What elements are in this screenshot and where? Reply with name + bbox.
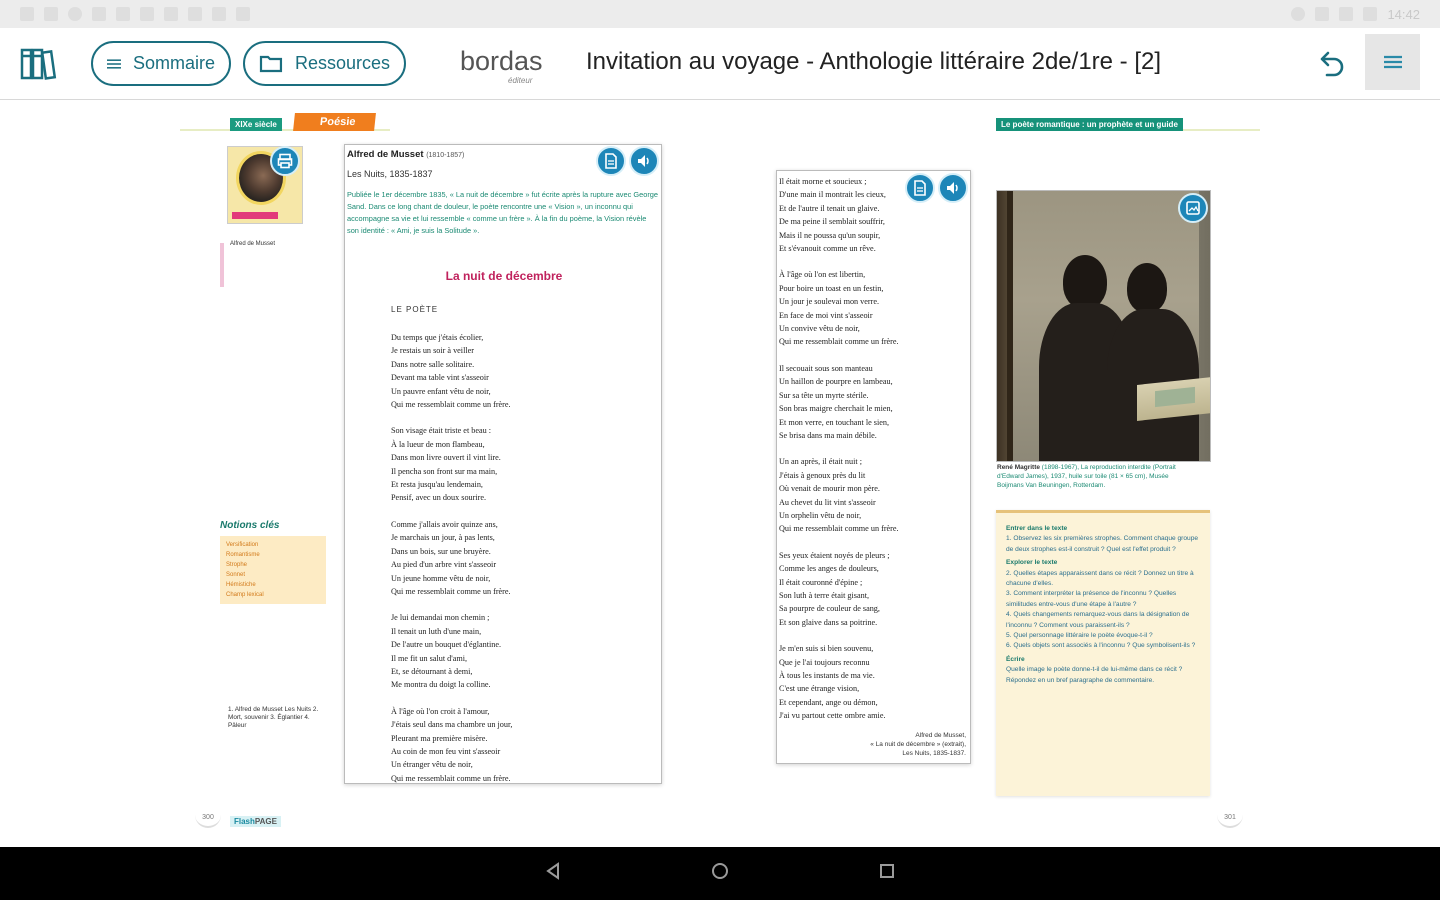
- document-icon: [913, 180, 927, 196]
- speaker-label: LE POÈTE: [391, 305, 439, 314]
- questions-heading: Explorer le texte: [1006, 559, 1058, 567]
- author-dates: (1810-1857): [426, 152, 465, 159]
- undo-icon: [1319, 49, 1345, 79]
- question-item: 3. Comment interpréter la présence de l'inconnu ? Quelles similitudes entre-vous d'une étape à l'autre ?: [1006, 590, 1177, 608]
- bio-author: Alfred de Musset: [230, 241, 276, 247]
- logo-text: bordas: [460, 46, 543, 76]
- speaker-icon: [945, 180, 961, 196]
- notification-icon: [140, 7, 154, 21]
- notification-icon: [44, 7, 58, 21]
- flashpage-suffix: PAGE: [254, 817, 277, 826]
- key-notions-list: [220, 536, 326, 604]
- caption-author: René Magritte: [997, 464, 1040, 471]
- question-item: 1. Observez les six premières strophes. Comment chaque groupe de deux strophes est-il construit ? Quel est l'effet produit ?: [1006, 535, 1199, 553]
- speaker-icon: [636, 153, 652, 169]
- intro-text: Publiée le 1er décembre 1835, « La nuit de décembre » fut écrite après la rupture avec George Sand. Dans ce long chant de douleur, le poète rencontre une « Vision », un inconnu qui accompagne sa vie et lui ressemble « comme un frère ». À la fin du poème, la Vision révèle son identité : « Ami, je suis la Solitude ».: [347, 190, 659, 235]
- stanza: Il était morne et soucieux ; D'une main il montrait les cieux, Et de l'autre il tenait un glaive. De ma peine il semblait souffrir, Mais il ne poussa qu'un soupir, Et s'évanouit comme un rêve.: [779, 177, 886, 254]
- list-icon: [107, 56, 121, 72]
- document-icon: [604, 153, 618, 169]
- system-status-bar: [0, 0, 1440, 28]
- nav-home-button[interactable]: [711, 862, 729, 885]
- painting-mirror: [1007, 191, 1199, 462]
- author-bio-text: [230, 241, 325, 249]
- notification-icon: [68, 7, 82, 21]
- notification-icon: [164, 7, 178, 21]
- menu-button[interactable]: [1365, 34, 1420, 90]
- key-notion-item[interactable]: Versification: [226, 542, 259, 548]
- document-button[interactable]: [905, 173, 935, 203]
- zoom-image-button[interactable]: [1178, 193, 1208, 223]
- bordas-logo: [460, 46, 556, 86]
- text-column-2[interactable]: [776, 170, 971, 764]
- genre-tag: Poésie: [293, 113, 376, 131]
- system-navigation-bar: [0, 847, 1440, 900]
- key-notion-item[interactable]: Sonnet: [226, 572, 246, 578]
- key-notions-box[interactable]: [220, 520, 326, 604]
- home-circle-icon: [711, 862, 729, 880]
- library-button[interactable]: [18, 42, 62, 86]
- document-button[interactable]: [596, 146, 626, 176]
- stanza: Un an après, il était nuit ; J'étais à genoux près du lit Où venait de mourir mon père. Au chevet du lit vint s'asseoir Un orphelin vêtu de noir, Qui me ressemblait comme un frère.: [779, 457, 899, 534]
- footnotes: 1. Alfred de Musset Les Nuits 2. Mort, souvenir 3. Églantier 4. Pâleur: [228, 706, 319, 730]
- stanza: Du temps que j'étais écolier, Je restais un soir à veiller Dans notre salle solitaire. Devant ma table vint s'asseoir Un pauvre enfant vêtu de noir, Qui me ressemblait comme un frère.: [391, 333, 511, 410]
- battery-icon: [1363, 7, 1377, 21]
- question-item: 4. Quels changements remarquez-vous dans la désignation de l'inconnu ? Comment vous paraissent-ils ?: [1006, 611, 1190, 629]
- portrait-label: [232, 212, 278, 219]
- library-icon: [19, 46, 61, 82]
- stanza: Je lui demandai mon chemin ; Il tenait un luth d'une main, De l'autre un bouquet d'églantine. Il me fit un salut d'ami, Et, se détournant à demi, Me montra du doigt la colline.: [391, 613, 502, 690]
- ressources-button[interactable]: [243, 41, 406, 86]
- notification-icons: [20, 7, 250, 21]
- key-notion-item[interactable]: Romantisme: [226, 552, 260, 558]
- page-number-left: 300: [195, 814, 221, 828]
- nav-back-button[interactable]: [545, 862, 561, 885]
- hamburger-icon: [1384, 55, 1402, 69]
- biography-button[interactable]: [270, 146, 300, 176]
- sommaire-button[interactable]: [91, 41, 231, 86]
- notification-icon: [92, 7, 106, 21]
- notification-icon: [212, 7, 226, 21]
- stanza: Comme j'allais avoir quinze ans, Je marchais un jour, à pas lents, Dans un bois, sur une bruyère. Au pied d'un arbre vint s'asseoir Un jeune homme vêtu de noir, Qui me ressemblait comme un frère.: [391, 519, 511, 596]
- ressources-label: Ressources: [294, 53, 390, 73]
- text-column-1[interactable]: [344, 144, 662, 784]
- stanza: Il secouait sous son manteau Un haillon de pourpre en lambeau, Sur sa tête un myrte stérile. Son bras maigre cherchait le mien, Et mon verre, en touchant le sien, Se brisa dans ma main débile.: [779, 363, 893, 440]
- sync-icon: [1291, 7, 1305, 21]
- notification-icon: [20, 7, 34, 21]
- notification-icon: [116, 7, 130, 21]
- wifi-icon: [1339, 7, 1353, 21]
- audio-button[interactable]: [629, 146, 659, 176]
- clock: 14:42: [1387, 6, 1420, 22]
- back-triangle-icon: [545, 862, 561, 880]
- caption-text: (1898-1967), La reproduction interdite (Portrait d'Edward James), 1937, huile sur toile (81 × 65 cm), Musée Boijmans Van Beuningen, Rotterdam.: [997, 464, 1176, 489]
- key-notion-item[interactable]: Strophe: [226, 562, 248, 568]
- system-icons: [1291, 7, 1420, 22]
- back-button[interactable]: [1312, 44, 1352, 84]
- page-number-right: 301: [1217, 814, 1243, 828]
- poem-text: [391, 331, 631, 784]
- stanza: À l'âge où l'on croit à l'amour, J'étais seul dans ma chambre un jour, Pleurant ma première misère. Au coin de mon feu vint s'asseoir Un étranger vêtu de noir, Qui me ressemblait comme un frère.: [391, 706, 513, 783]
- author-name: Alfred de Musset: [347, 149, 424, 160]
- key-notion-item[interactable]: Hémistiche: [226, 582, 256, 588]
- flashpage-prefix: Flash: [234, 817, 255, 826]
- flashpage-badge[interactable]: [230, 816, 281, 827]
- stanza: Ses yeux étaient noyés de pleurs ; Comme les anges de douleurs, Il était couronné d'épine ; Son luth à terre était gisant, Sa pourpre de couleur de sang, Et son glaive dans sa poitrine.: [779, 550, 890, 627]
- stanza: Je m'en suis si bien souvenu, Que je l'ai toujours reconnu À tous les instants de ma vie. C'est une étrange vision, Et cependant, ange ou démon, J'ai vu partout cette ombre amie.: [779, 644, 886, 721]
- logo-subtitle: éditeur: [508, 76, 533, 85]
- theme-tag: Le poète romantique : un prophète et un guide: [996, 118, 1183, 131]
- century-tag: XIXe siècle: [230, 118, 282, 131]
- stanza: Son visage était triste et beau : À la lueur de mon flambeau, Dans mon livre ouvert il vint lire. Il pencha son front sur ma main, Et resta jusqu'au lendemain, Pensif, avec un doux sourire.: [391, 426, 501, 503]
- key-notions-title: Notions clés: [220, 520, 280, 531]
- nav-recents-button[interactable]: [879, 863, 895, 884]
- question-item: 6. Quels objets sont associés à l'inconnu ? Que symbolisent-ils ?: [1006, 642, 1196, 650]
- key-notion-item[interactable]: Champ lexical: [226, 592, 264, 598]
- document-title: Invitation au voyage - Anthologie littéraire 2de/1re - [2]: [586, 48, 1162, 75]
- margin-marker: [220, 243, 224, 287]
- question-item: Quelle image le poète donne-t-il de lui-même dans ce récit ? Répondez en un bref paragraphe de commentaire.: [1006, 666, 1183, 684]
- questions-box[interactable]: [996, 510, 1210, 796]
- print-icon: [277, 153, 293, 169]
- image-icon: [1186, 201, 1200, 215]
- poem-title: La nuit de décembre: [445, 269, 563, 283]
- questions-heading: Écrire: [1006, 655, 1025, 663]
- poem-text-continued: [779, 175, 969, 736]
- folder-icon: [259, 54, 283, 73]
- author-heading: [347, 149, 464, 160]
- painting-caption: [997, 463, 1197, 490]
- app-bar: [0, 28, 1440, 100]
- recents-square-icon: [879, 863, 895, 879]
- signal-icon: [1315, 7, 1329, 21]
- notification-icon: [188, 7, 202, 21]
- sommaire-label: Sommaire: [132, 53, 215, 73]
- poem-signature: Alfred de Musset, « La nuit de décembre » (extrait), Les Nuits, 1835-1837.: [870, 732, 966, 757]
- magritte-painting[interactable]: [996, 190, 1211, 462]
- question-item: 5. Quel personnage littéraire le poète évoque-t-il ?: [1006, 632, 1153, 640]
- questions-heading: Entrer dans le texte: [1006, 525, 1068, 532]
- work-title: Les Nuits, 1835-1837: [347, 169, 433, 179]
- audio-button[interactable]: [938, 173, 968, 203]
- stanza: À l'âge où l'on est libertin, Pour boire un toast en un festin, Un jour je soulevai mon verre. En face de moi vint s'asseoir Un convive vêtu de noir, Qui me ressemblait comme un frère.: [779, 270, 899, 347]
- question-item: 2. Quelles étapes apparaissent dans ce récit ? Donnez un titre à chacune d'elles.: [1006, 569, 1194, 588]
- book-viewer[interactable]: [0, 101, 1440, 847]
- notification-icon: [236, 7, 250, 21]
